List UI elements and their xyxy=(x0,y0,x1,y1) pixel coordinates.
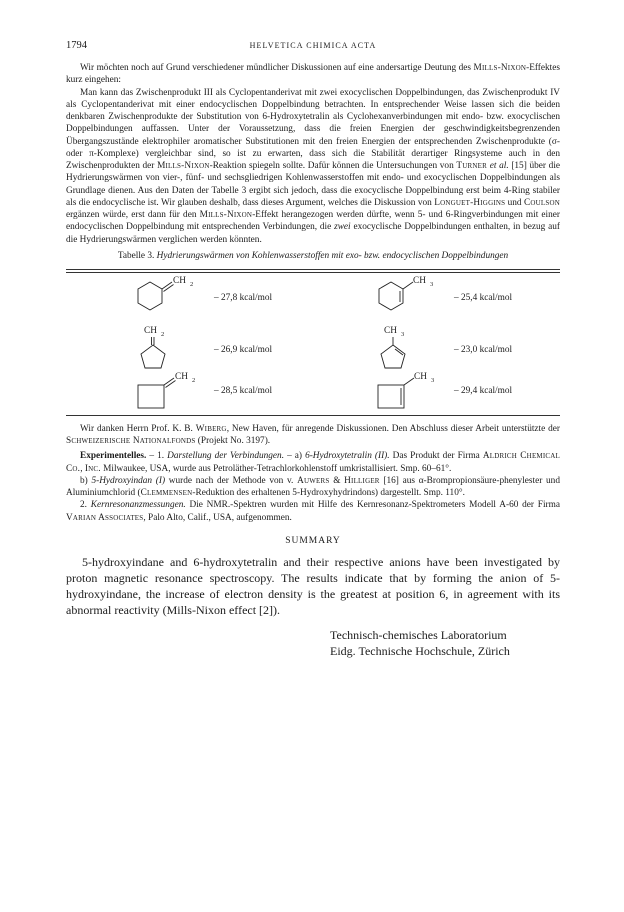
affiliation xyxy=(330,627,560,659)
paragraph-2: Man kann das Zwischenprodukt III als Cyclopentanderivat mit zwei exocyclischen Doppelbindungen, das Zwischenprodukt IV als Cyclopentanderivat mit einer endocyclischen Doppelbindung betrachten. In entsprechender Weise lassen sich die beiden denkbaren Zwischenprodukte der Substitution von 6-Hydroxytetralin als Cyclohexanverbindungen mit endo- bzw. exocyclischen Doppelbindungen auffassen. Unter der Voraussetzung, dass die freien Energien der geschwindigkeitsbegrenzenden Übergangszustände elektrophiler aromatischer Substitutionen mit den freien Energien der entsprechenden Zwischenprodukte (σ- oder π-Komplexe) vergleichbar sind, so ist zu erwarten, dass sich die Stabilität derartiger Ringsysteme auch in den Zwischenprodukten der Mills-Nixon-Reaktion spiegeln sollte. Dafür können die Untersuchungen von Turner et al. [15] über die Hydrierungswärmen von vier-, fünf- und sechsgliedrigen Kohlenwasserstoffen mit endo- und exocyclischen Doppelbindungen als Grundlage dienen. Aus den Daten der Tabelle 3 ergibt sich jedoch, dass die exocyclische Doppelbindung erst beim 4-Ring stabiler als die endocyclische ist. Wir glauben deshalb, dass dieses Argument, welches die Diskussion von Longuet-Higgins und Coulson ergänzen würde, erst dann für den Mills-Nixon-Effekt herangezogen werden dürfte, wenn 5- und 6-Ringverbindungen mit einer endocyclischen Doppelbindung mit entsprechenden Verbindungen, die zwei exocyclische Doppelbindungen enthalten, in bezug auf die Hydrierungswärmen verglichen werden könnten. xyxy=(66,87,561,245)
experimental-paragraph-2: 2. Kernresonanzmessungen. Die NMR.-Spektren wurden mit Hilfe des Kernresonanz-Spektrometers Modell A-60 der Firma Varian Associates, Palo Alto, Calif., USA, aufgenommen. xyxy=(66,500,560,523)
methylenecyclobutane-structure xyxy=(138,372,195,408)
table-hydrogenation xyxy=(66,265,560,419)
acknowledgement-paragraph: Wir danken Herrn Prof. K. B. Wiberg, New Haven, für anregende Diskussionen. Den Abschluss dieser Arbeit unterstützte der Schweizerische Nationalfonds (Projekt No. 3197). xyxy=(66,423,561,446)
journal-title: HELVETICA CHIMICA ACTA xyxy=(249,41,377,50)
paragraph-1: Wir möchten noch auf Grund verschiedener mündlicher Diskussionen auf eine andersartige Deutung des Mills-Nixon-Effektes kurz eingehen: xyxy=(66,63,560,86)
endo-value-row-1: – 25,4 kcal/mol xyxy=(454,292,513,303)
experimental-paragraph-b: b) 5-Hydroxyindan (I) wurde nach der Methode von v. Auwers & Hilliger [16] aus α-Brompropionsäure-phenylester und Aluminiumchlorid (Clemmensen-Reduktion des erhaltenen 5-Hydroxyhydrindons) dargestellt. Smp. 110°. xyxy=(66,475,560,498)
table-rule-bottom xyxy=(66,415,560,416)
methylcyclobutene-structure xyxy=(378,372,434,408)
experimental-paragraph-1: Experimentelles. – 1. Darstellung der Verbindungen. – a) 6-Hydroxytetralin (II). Das Produkt der Firma Aldrich Chemical Co., Inc. Milwaukee, USA, wurde aus Petroläther-Tetrachlorkohlenstoff umkristallisiert. Smp. 60–61°. xyxy=(66,451,560,474)
running-head xyxy=(66,40,560,56)
experimental-heading: Experimentelles. xyxy=(80,451,147,462)
summary-heading: SUMMARY xyxy=(285,535,341,546)
ch2-label-3: CH xyxy=(175,371,188,382)
ch2-subscript-3: 2 xyxy=(192,376,196,384)
affiliation-line-2: Eidg. Technische Hochschule, Zürich xyxy=(330,643,510,658)
methylenecyclopentane-structure xyxy=(141,326,165,368)
ch3-label-3: CH xyxy=(414,371,427,382)
affiliation-line-1: Technisch-chemisches Laboratorium xyxy=(330,627,507,642)
endo-value-row-3: – 29,4 kcal/mol xyxy=(454,385,513,396)
ch3-subscript-1: 3 xyxy=(430,280,434,288)
methylenecyclohexane-structure xyxy=(138,276,193,310)
acknowledgement xyxy=(66,423,560,524)
endo-value-row-2: – 23,0 kcal/mol xyxy=(454,344,513,355)
summary xyxy=(66,554,560,619)
body-text xyxy=(66,62,560,246)
ch3-label-1: CH xyxy=(413,275,426,286)
table-label: Tabelle 3. xyxy=(117,250,155,261)
summary-text: 5-hydroxyindane and 6-hydroxytetralin and their respective anions have been investigated by proton magnetic resonance spectroscopy. The results indicate that by forming the anion of 5-hydroxyindane, the increase of electron density is the greatest at position 6, in agreement with its abnormal reactivity (Mills-Nixon effect [2]). xyxy=(66,554,560,618)
methylcyclopentene-structure xyxy=(381,326,405,368)
page-number: 1794 xyxy=(66,40,87,51)
exo-value-row-2: – 26,9 kcal/mol xyxy=(214,344,273,355)
ch2-label-1: CH xyxy=(173,275,186,286)
page xyxy=(66,40,560,659)
table-caption-text: Hydrierungswärmen von Kohlenwasserstoffen mit exo- bzw. endocyclischen Doppelbindungen xyxy=(156,250,509,261)
ch2-subscript-1: 2 xyxy=(190,280,194,288)
exo-value-row-1: – 27,8 kcal/mol xyxy=(214,292,273,303)
table-caption xyxy=(66,250,560,262)
ch3-label-2: CH xyxy=(384,325,397,336)
ch2-subscript-2: 2 xyxy=(161,330,165,338)
methylcyclohexene-structure xyxy=(379,276,433,310)
ch3-subscript-3: 3 xyxy=(431,376,435,384)
ch2-label-2: CH xyxy=(144,325,157,336)
ch3-subscript-2: 3 xyxy=(401,330,405,338)
exo-value-row-3: – 28,5 kcal/mol xyxy=(214,385,273,396)
